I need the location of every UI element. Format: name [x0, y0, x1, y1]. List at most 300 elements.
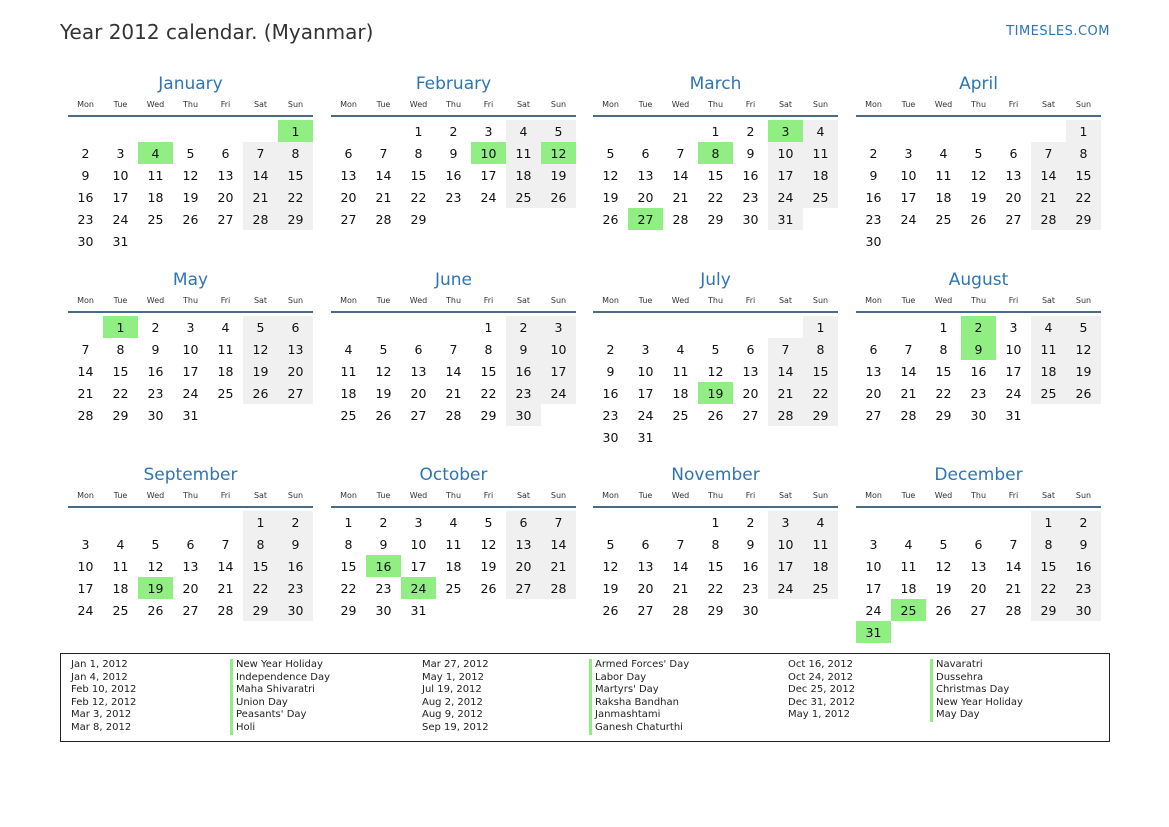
- day-cell: 27: [506, 577, 541, 599]
- day-cell: 10: [541, 338, 576, 360]
- weekday-label: Sun: [550, 491, 567, 500]
- day-cell: 6: [278, 316, 313, 338]
- day-cell: 13: [970, 558, 987, 574]
- day-cell: 10: [410, 536, 427, 552]
- holiday-day-cell: 27: [628, 208, 663, 230]
- legend-holiday-name: May Day: [936, 709, 980, 721]
- weekday-label: Thu: [970, 296, 987, 305]
- day-cell: 20: [742, 385, 759, 401]
- month-may: [68, 268, 313, 426]
- day-cell: 23: [1066, 577, 1101, 599]
- day-cell: 23: [865, 211, 882, 227]
- day-cell: 4: [116, 536, 125, 552]
- weekday-label: Mon: [340, 491, 357, 500]
- day-cell: 11: [803, 142, 838, 164]
- weekday-header: [68, 295, 313, 313]
- legend-date: Aug 9, 2012: [422, 709, 483, 721]
- day-cell: 26: [602, 211, 619, 227]
- day-cell: 9: [506, 338, 541, 360]
- day-cell: 30: [147, 407, 164, 423]
- day-cell: 25: [147, 211, 164, 227]
- day-cell: 12: [375, 363, 392, 379]
- day-cell: 18: [935, 189, 952, 205]
- day-cell: 30: [602, 429, 619, 445]
- day-cell: 22: [243, 577, 278, 599]
- day-cell: 8: [1066, 142, 1101, 164]
- day-cell: 3: [768, 511, 803, 533]
- legend-date: Jan 4, 2012: [71, 671, 128, 683]
- day-cell: 18: [147, 189, 164, 205]
- day-cell: 23: [602, 407, 619, 423]
- day-cell: 6: [746, 341, 755, 357]
- legend-date: Mar 8, 2012: [71, 721, 132, 733]
- day-cell: 31: [182, 407, 199, 423]
- legend-date-column: [422, 659, 489, 735]
- weekday-label: Sat: [253, 296, 268, 305]
- weekday-label: Thu: [707, 491, 724, 500]
- day-cell: 12: [602, 167, 619, 183]
- day-cell: 1: [803, 316, 838, 338]
- weekday-label: Thu: [707, 100, 724, 109]
- weekday-header: [856, 99, 1101, 117]
- day-cell: 26: [541, 186, 576, 208]
- weekday-label: Sat: [778, 491, 793, 500]
- weekday-label: Fri: [483, 100, 494, 109]
- month-name: July: [700, 270, 731, 290]
- day-cell: 13: [865, 363, 882, 379]
- weekday-header: [331, 99, 576, 117]
- day-cell: 25: [803, 577, 838, 599]
- day-cell: 11: [506, 142, 541, 164]
- day-cell: 18: [217, 363, 234, 379]
- day-cell: 14: [541, 533, 576, 555]
- holiday-day-cell: 19: [698, 382, 733, 404]
- day-cell: 10: [865, 558, 882, 574]
- day-cell: 5: [1066, 316, 1101, 338]
- day-grid: [856, 316, 1101, 426]
- weekday-label: Thu: [707, 296, 724, 305]
- day-cell: 10: [77, 558, 94, 574]
- weekday-header: [593, 490, 838, 508]
- day-cell: 16: [77, 189, 94, 205]
- day-cell: 17: [480, 167, 497, 183]
- weekday-label: Fri: [220, 491, 231, 500]
- weekday-label: Sat: [1041, 296, 1056, 305]
- holiday-day-cell: 9: [961, 338, 996, 360]
- day-cell: 21: [243, 186, 278, 208]
- day-cell: 20: [865, 385, 882, 401]
- day-cell: 14: [243, 164, 278, 186]
- weekday-label: Fri: [1008, 296, 1019, 305]
- day-cell: 4: [939, 145, 948, 161]
- day-cell: 11: [900, 558, 917, 574]
- day-cell: 19: [541, 164, 576, 186]
- holiday-day-cell: 12: [541, 142, 576, 164]
- weekday-label: Thu: [182, 296, 199, 305]
- day-cell: 15: [112, 363, 129, 379]
- day-cell: 23: [970, 385, 987, 401]
- day-cell: 12: [1066, 338, 1101, 360]
- day-cell: 31: [637, 429, 654, 445]
- day-cell: 27: [340, 211, 357, 227]
- day-cell: 4: [449, 514, 458, 530]
- day-cell: 9: [151, 341, 160, 357]
- day-cell: 29: [410, 211, 427, 227]
- day-cell: 20: [410, 385, 427, 401]
- weekday-header: [331, 295, 576, 313]
- month-march: [593, 72, 838, 230]
- day-cell: 21: [1031, 186, 1066, 208]
- month-january: [68, 72, 313, 252]
- day-cell: 3: [869, 536, 878, 552]
- day-cell: 9: [869, 167, 878, 183]
- day-cell: 6: [641, 536, 650, 552]
- day-cell: 28: [768, 404, 803, 426]
- holiday-day-cell: 31: [856, 621, 891, 643]
- day-cell: 5: [974, 145, 983, 161]
- day-cell: 30: [278, 599, 313, 621]
- day-cell: 28: [900, 407, 917, 423]
- day-cell: 17: [77, 580, 94, 596]
- day-cell: 26: [935, 602, 952, 618]
- legend-date-column: [71, 659, 136, 735]
- day-cell: 7: [449, 341, 458, 357]
- day-cell: 8: [939, 341, 948, 357]
- holiday-day-cell: 2: [961, 316, 996, 338]
- month-name: December: [934, 465, 1023, 485]
- day-cell: 11: [1031, 338, 1066, 360]
- day-cell: 6: [506, 511, 541, 533]
- day-cell: 29: [243, 599, 278, 621]
- day-cell: 24: [480, 189, 497, 205]
- day-cell: 28: [541, 577, 576, 599]
- day-cell: 22: [480, 385, 497, 401]
- holiday-day-cell: 25: [891, 599, 926, 621]
- day-cell: 17: [900, 189, 917, 205]
- holiday-day-cell: 19: [138, 577, 173, 599]
- month-june: [331, 268, 576, 426]
- day-cell: 21: [768, 382, 803, 404]
- weekday-label: Sun: [287, 100, 304, 109]
- day-cell: 25: [112, 602, 129, 618]
- day-cell: 13: [742, 363, 759, 379]
- day-cell: 11: [217, 341, 234, 357]
- day-cell: 17: [865, 580, 882, 596]
- day-cell: 29: [935, 407, 952, 423]
- day-cell: 14: [375, 167, 392, 183]
- day-cell: 15: [935, 363, 952, 379]
- day-cell: 12: [935, 558, 952, 574]
- day-cell: 14: [900, 363, 917, 379]
- day-cell: 5: [711, 341, 720, 357]
- weekday-label: Wed: [934, 296, 953, 305]
- weekday-label: Mon: [340, 296, 357, 305]
- day-cell: 9: [746, 145, 755, 161]
- day-cell: 23: [742, 189, 759, 205]
- day-cell: 24: [541, 382, 576, 404]
- day-cell: 14: [1005, 558, 1022, 574]
- weekday-label: Sun: [812, 296, 829, 305]
- day-cell: 15: [1031, 555, 1066, 577]
- legend-date: Sep 19, 2012: [422, 721, 489, 733]
- day-cell: 8: [344, 536, 353, 552]
- day-cell: 23: [147, 385, 164, 401]
- weekday-label: Wed: [146, 296, 165, 305]
- month-april: [856, 72, 1101, 252]
- day-cell: 28: [77, 407, 94, 423]
- day-cell: 10: [768, 533, 803, 555]
- day-cell: 3: [904, 145, 913, 161]
- day-cell: 8: [278, 142, 313, 164]
- weekday-label: Sat: [253, 100, 268, 109]
- site-logo-text[interactable]: TIMESLES.COM: [1006, 24, 1110, 39]
- day-cell: 24: [768, 577, 803, 599]
- day-cell: 7: [904, 341, 913, 357]
- day-cell: 13: [182, 558, 199, 574]
- day-cell: 27: [217, 211, 234, 227]
- day-cell: 18: [900, 580, 917, 596]
- day-cell: 26: [147, 602, 164, 618]
- day-cell: 23: [445, 189, 462, 205]
- day-cell: 2: [746, 123, 755, 139]
- day-cell: 5: [379, 341, 388, 357]
- day-cell: 3: [541, 316, 576, 338]
- day-cell: 4: [506, 120, 541, 142]
- day-cell: 4: [676, 341, 685, 357]
- month-july: [593, 268, 838, 448]
- weekday-header: [331, 490, 576, 508]
- weekday-label: Tue: [376, 296, 391, 305]
- month-name: November: [671, 465, 760, 485]
- day-cell: 10: [900, 167, 917, 183]
- legend-date: Dec 25, 2012: [788, 684, 856, 696]
- day-cell: 24: [1005, 385, 1022, 401]
- day-cell: 12: [182, 167, 199, 183]
- day-cell: 20: [506, 555, 541, 577]
- day-cell: 11: [147, 167, 164, 183]
- day-cell: 16: [147, 363, 164, 379]
- day-cell: 28: [1031, 208, 1066, 230]
- day-cell: 26: [182, 211, 199, 227]
- day-cell: 20: [278, 360, 313, 382]
- day-cell: 22: [278, 186, 313, 208]
- legend-holiday-name: Ganesh Chaturthi: [595, 721, 683, 733]
- day-cell: 8: [1031, 533, 1066, 555]
- day-cell: 11: [803, 533, 838, 555]
- holiday-day-cell: 24: [401, 577, 436, 599]
- day-cell: 13: [278, 338, 313, 360]
- day-cell: 24: [182, 385, 199, 401]
- weekday-label: Sun: [812, 100, 829, 109]
- day-cell: 2: [1066, 511, 1101, 533]
- day-cell: 31: [1005, 407, 1022, 423]
- day-cell: 19: [1066, 360, 1101, 382]
- day-cell: 8: [711, 536, 720, 552]
- weekday-header: [68, 490, 313, 508]
- legend-date: Feb 10, 2012: [71, 684, 137, 696]
- day-cell: 25: [672, 407, 689, 423]
- day-cell: 18: [803, 164, 838, 186]
- day-cell: 28: [375, 211, 392, 227]
- day-cell: 16: [865, 189, 882, 205]
- day-cell: 27: [182, 602, 199, 618]
- day-cell: 9: [81, 167, 90, 183]
- day-cell: 22: [707, 189, 724, 205]
- day-cell: 16: [445, 167, 462, 183]
- day-cell: 13: [217, 167, 234, 183]
- weekday-label: Mon: [865, 296, 882, 305]
- legend-date: Jan 1, 2012: [71, 659, 128, 670]
- day-cell: 29: [707, 602, 724, 618]
- day-cell: 23: [742, 580, 759, 596]
- weekday-label: Wed: [671, 491, 690, 500]
- day-cell: 23: [278, 577, 313, 599]
- day-cell: 13: [637, 167, 654, 183]
- day-cell: 6: [414, 341, 423, 357]
- legend-date: Oct 16, 2012: [788, 659, 853, 670]
- holiday-day-cell: 10: [471, 142, 506, 164]
- weekday-label: Tue: [113, 100, 128, 109]
- weekday-label: Fri: [1008, 100, 1019, 109]
- legend-name-column: [230, 659, 330, 735]
- day-cell: 8: [243, 533, 278, 555]
- month-name: January: [158, 74, 223, 94]
- month-name: September: [143, 465, 238, 485]
- day-cell: 12: [147, 558, 164, 574]
- weekday-label: Fri: [745, 296, 756, 305]
- day-cell: 26: [602, 602, 619, 618]
- month-october: [331, 463, 576, 621]
- legend-holiday-name: Martyrs' Day: [595, 684, 659, 696]
- day-cell: 5: [186, 145, 195, 161]
- day-cell: 25: [1031, 382, 1066, 404]
- day-cell: 10: [112, 167, 129, 183]
- day-cell: 6: [869, 341, 878, 357]
- day-cell: 9: [606, 363, 615, 379]
- day-cell: 8: [414, 145, 423, 161]
- day-grid: [331, 316, 576, 426]
- weekday-label: Mon: [865, 100, 882, 109]
- day-cell: 18: [506, 164, 541, 186]
- day-grid: [593, 120, 838, 230]
- day-grid: [68, 120, 313, 252]
- legend-holiday-name: Janmashtami: [595, 709, 661, 721]
- day-cell: 10: [182, 341, 199, 357]
- day-cell: 25: [217, 385, 234, 401]
- weekday-label: Mon: [77, 491, 94, 500]
- day-cell: 24: [900, 211, 917, 227]
- day-cell: 19: [480, 558, 497, 574]
- day-cell: 15: [340, 558, 357, 574]
- weekday-label: Wed: [409, 296, 428, 305]
- day-cell: 18: [1031, 360, 1066, 382]
- day-cell: 11: [112, 558, 129, 574]
- day-cell: 5: [243, 316, 278, 338]
- day-cell: 13: [1005, 167, 1022, 183]
- weekday-header: [856, 490, 1101, 508]
- day-cell: 3: [81, 536, 90, 552]
- weekday-label: Fri: [483, 296, 494, 305]
- day-cell: 4: [1031, 316, 1066, 338]
- day-cell: 19: [935, 580, 952, 596]
- month-name: August: [948, 270, 1009, 290]
- day-cell: 27: [410, 407, 427, 423]
- day-grid: [331, 120, 576, 230]
- day-cell: 30: [865, 233, 882, 249]
- weekday-label: Fri: [220, 100, 231, 109]
- day-cell: 29: [1066, 208, 1101, 230]
- legend-holiday-name: New Year Holiday: [936, 696, 1023, 708]
- day-cell: 2: [81, 145, 90, 161]
- weekday-label: Mon: [865, 491, 882, 500]
- day-cell: 15: [707, 167, 724, 183]
- day-cell: 14: [1031, 164, 1066, 186]
- day-cell: 16: [1066, 555, 1101, 577]
- day-cell: 27: [742, 407, 759, 423]
- day-cell: 14: [77, 363, 94, 379]
- day-cell: 7: [676, 536, 685, 552]
- legend-date: Feb 12, 2012: [71, 696, 137, 708]
- weekday-header: [68, 99, 313, 117]
- day-cell: 28: [217, 602, 234, 618]
- day-cell: 27: [637, 602, 654, 618]
- day-cell: 21: [217, 580, 234, 596]
- weekday-label: Mon: [602, 100, 619, 109]
- day-cell: 8: [803, 338, 838, 360]
- day-cell: 23: [506, 382, 541, 404]
- day-cell: 28: [243, 208, 278, 230]
- day-cell: 19: [602, 189, 619, 205]
- day-cell: 1: [711, 123, 720, 139]
- day-cell: 6: [221, 145, 230, 161]
- day-cell: 7: [243, 142, 278, 164]
- weekday-label: Wed: [146, 491, 165, 500]
- weekday-label: Wed: [934, 491, 953, 500]
- day-cell: 7: [1031, 142, 1066, 164]
- page-title: Year 2012 calendar. (Myanmar): [60, 20, 374, 44]
- day-cell: 28: [445, 407, 462, 423]
- day-cell: 22: [803, 382, 838, 404]
- day-cell: 9: [278, 533, 313, 555]
- weekday-label: Thu: [182, 491, 199, 500]
- day-grid: [68, 316, 313, 426]
- month-november: [593, 463, 838, 621]
- day-cell: 17: [182, 363, 199, 379]
- day-cell: 13: [340, 167, 357, 183]
- weekday-label: Sun: [550, 100, 567, 109]
- day-cell: 7: [379, 145, 388, 161]
- day-cell: 25: [803, 186, 838, 208]
- day-cell: 11: [340, 363, 357, 379]
- day-cell: 15: [243, 555, 278, 577]
- weekday-label: Tue: [901, 100, 916, 109]
- legend-date: Jul 19, 2012: [422, 684, 482, 696]
- day-cell: 25: [506, 186, 541, 208]
- day-cell: 20: [182, 580, 199, 596]
- day-cell: 26: [1066, 382, 1101, 404]
- day-cell: 28: [672, 211, 689, 227]
- month-august: [856, 268, 1101, 426]
- legend-name-column: [589, 659, 689, 735]
- day-cell: 29: [480, 407, 497, 423]
- day-cell: 9: [1066, 533, 1101, 555]
- weekday-label: Thu: [445, 100, 462, 109]
- day-cell: 16: [278, 555, 313, 577]
- day-cell: 29: [340, 602, 357, 618]
- day-cell: 22: [707, 580, 724, 596]
- legend-date: Mar 27, 2012: [422, 659, 489, 670]
- day-cell: 24: [77, 602, 94, 618]
